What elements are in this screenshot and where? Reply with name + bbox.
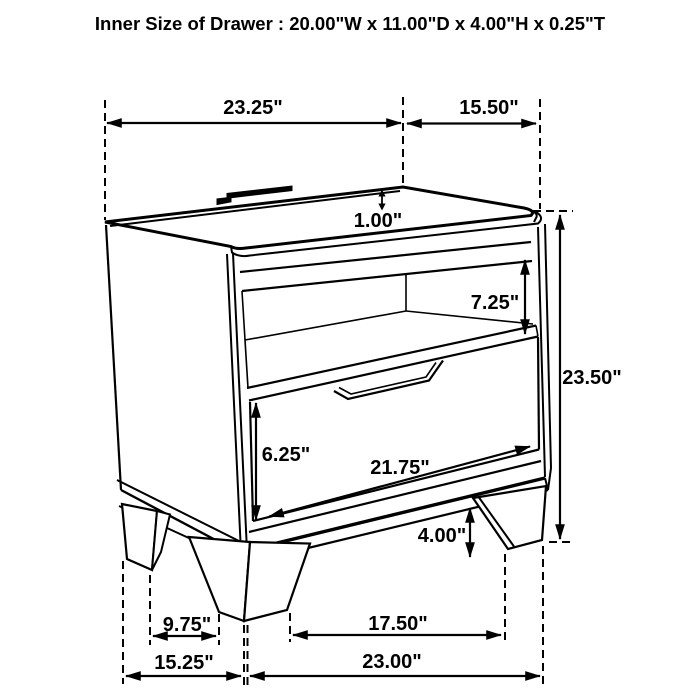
dim-overall-height	[560, 215, 622, 539]
dim-label-top-thickness: 1.00"	[353, 210, 403, 232]
back-left-leg	[122, 504, 170, 570]
dimension-annotations	[107, 97, 622, 676]
dim-label-top-width: 23.25"	[223, 97, 283, 119]
diagram-title: Inner Size of Drawer : 20.00"W x 11.00"D x 4.00"H x 0.25"T	[94, 13, 606, 34]
dim-top-depth	[407, 97, 536, 124]
dim-leg-span-front	[293, 613, 501, 635]
dim-label-leg-inset-side: 9.75"	[162, 614, 212, 636]
dim-top-width	[107, 97, 401, 123]
front-right-leg	[473, 486, 546, 549]
extension-lines	[105, 97, 573, 687]
dim-label-leg-height: 4.00"	[417, 525, 467, 547]
dim-label-drawer-front-height: 6.25"	[261, 444, 311, 466]
dim-label-leg-span-front: 17.50"	[368, 613, 428, 635]
right-side-edge	[538, 224, 551, 490]
front-left-leg	[189, 537, 310, 621]
dim-base-width	[250, 651, 540, 676]
top-rail	[240, 242, 532, 291]
dim-leg-inset-side	[153, 614, 216, 636]
dim-label-top-depth: 15.50"	[459, 97, 519, 119]
dim-drawer-front-height	[256, 403, 310, 520]
dim-base-depth	[126, 652, 241, 676]
dim-label-drawer-width: 21.75"	[370, 457, 430, 479]
dim-label-base-depth: 15.25"	[154, 652, 214, 674]
nightstand-drawing	[105, 186, 551, 621]
dim-label-overall-height: 23.50"	[562, 367, 622, 389]
top-panel	[105, 187, 541, 256]
dim-label-base-width: 23.00"	[362, 651, 422, 673]
dim-label-shelf-opening-height: 7.25"	[470, 292, 520, 314]
